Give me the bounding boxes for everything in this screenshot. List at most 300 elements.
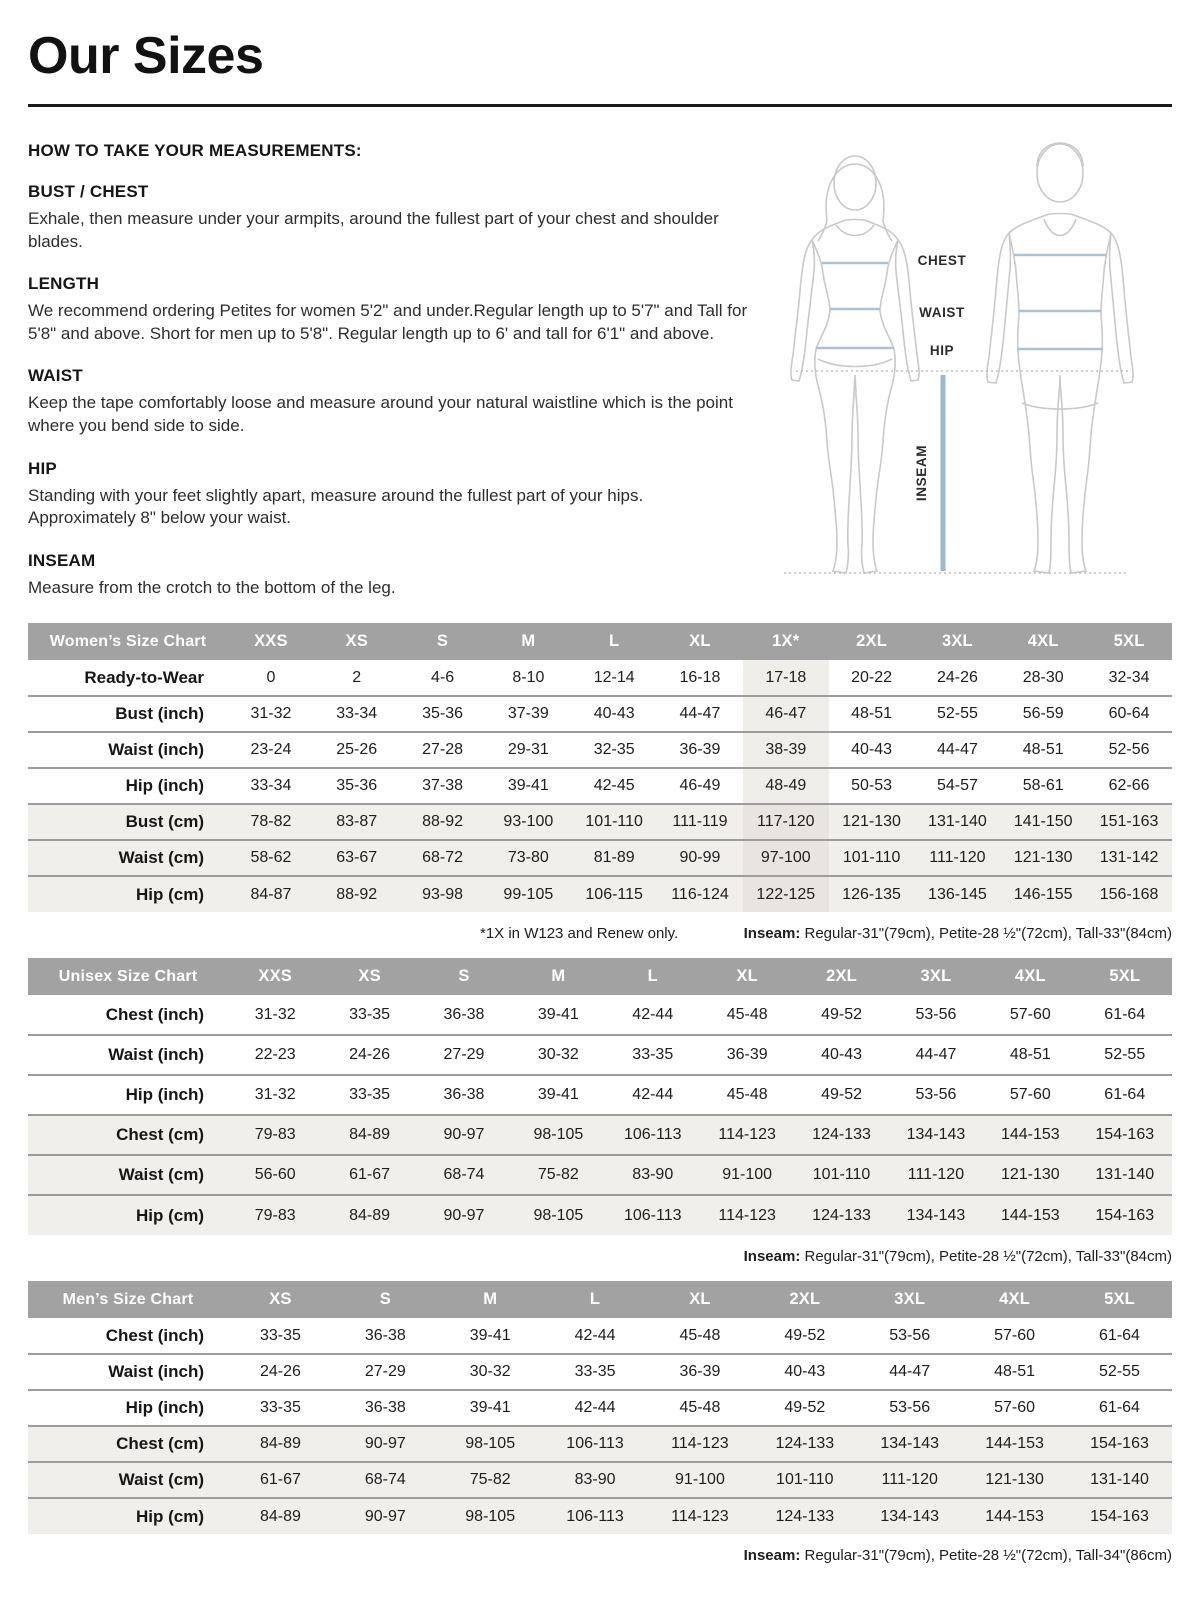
- size-value-cell: 31-32: [228, 696, 314, 732]
- measure-waist: [28, 366, 748, 437]
- size-value-cell: 91-100: [700, 1155, 794, 1195]
- size-value-cell: 90-97: [333, 1498, 438, 1534]
- row-label: Waist (inch): [28, 1035, 228, 1075]
- table-row: [28, 1318, 1172, 1354]
- size-column-header: 4XL: [1000, 623, 1086, 660]
- size-value-cell: 111-120: [857, 1462, 962, 1498]
- size-value-cell: 151-163: [1086, 804, 1172, 840]
- table-row: [28, 1035, 1172, 1075]
- male-figure-outline: [987, 143, 1133, 573]
- size-column-header: 5XL: [1078, 958, 1172, 995]
- size-value-cell: 83-90: [543, 1462, 648, 1498]
- size-column-header: 2XL: [752, 1281, 857, 1318]
- size-value-cell: 48-51: [962, 1354, 1067, 1390]
- size-value-cell: 27-28: [400, 732, 486, 768]
- size-value-cell: 134-143: [889, 1195, 983, 1235]
- size-value-cell: 32-34: [1108, 668, 1150, 686]
- mens-chart-notes: [28, 1547, 1172, 1564]
- table-row: [28, 1354, 1172, 1390]
- size-value-cell: 42-44: [574, 1326, 616, 1344]
- size-column-header: S: [417, 958, 511, 995]
- how-to-heading: HOW TO TAKE YOUR MEASUREMENTS:: [28, 141, 362, 160]
- size-value-cell: 56-60: [228, 1155, 322, 1195]
- size-value-cell: 53-56: [889, 1075, 983, 1115]
- size-value-cell: 42-44: [543, 1390, 648, 1426]
- size-column-header: 3XL: [857, 1281, 962, 1318]
- size-value-cell: 24-26: [936, 668, 978, 686]
- size-value-cell: 154-163: [1067, 1426, 1172, 1462]
- table-row: [28, 1195, 1172, 1235]
- mens-inseam-note: [744, 1547, 1172, 1564]
- size-value-cell: 2: [352, 668, 362, 686]
- size-value-cell: 68-74: [333, 1462, 438, 1498]
- size-value-cell: 35-36: [314, 768, 400, 804]
- size-value-cell: 106-113: [543, 1426, 648, 1462]
- size-value-cell: 52-56: [1086, 732, 1172, 768]
- table-title: Unisex Size Chart: [28, 958, 228, 995]
- size-value-cell: 33-35: [259, 1326, 301, 1344]
- size-value-cell: 52-55: [1078, 1035, 1172, 1075]
- row-label: Hip (cm): [28, 876, 228, 912]
- size-value-cell: 36-38: [443, 1005, 485, 1023]
- title-divider: [28, 104, 1172, 107]
- measure-text: We recommend ordering Petites for women 5'2" and under.Regular length up to 5'7" and Tall for 5'8" and above. Short for men up to 5'8". Regular length up to 6' and tall for 6'1" and above.: [28, 301, 748, 343]
- size-column-header: S: [333, 1281, 438, 1318]
- size-value-cell: 16-18: [679, 668, 721, 686]
- size-value-cell: 90-97: [333, 1426, 438, 1462]
- size-value-cell: 24-26: [228, 1354, 333, 1390]
- measure-text: Exhale, then measure under your armpits, around the fullest part of your chest and shoulder blades.: [28, 209, 719, 251]
- size-value-cell: 106-113: [606, 1195, 700, 1235]
- table-row: [28, 995, 1172, 1035]
- size-value-cell: 62-66: [1086, 768, 1172, 804]
- size-value-cell: 75-82: [511, 1155, 605, 1195]
- size-value-cell: 84-89: [228, 1498, 333, 1534]
- row-label: Hip (inch): [28, 768, 228, 804]
- size-value-cell: 23-24: [228, 732, 314, 768]
- size-value-cell: 40-43: [752, 1354, 857, 1390]
- size-value-cell: 134-143: [857, 1498, 962, 1534]
- chest-label: CHEST: [917, 253, 967, 268]
- size-value-cell: 122-125: [743, 876, 829, 912]
- unisex-size-chart: [28, 958, 1172, 1235]
- row-label: Chest (inch): [105, 1004, 204, 1024]
- size-value-cell: 90-97: [417, 1195, 511, 1235]
- measure-text: Measure from the crotch to the bottom of the leg.: [28, 577, 396, 597]
- size-value-cell: 111-119: [657, 804, 743, 840]
- size-value-cell: 98-105: [438, 1498, 543, 1534]
- row-label: Hip (inch): [28, 1075, 228, 1115]
- size-value-cell: 33-35: [606, 1035, 700, 1075]
- size-value-cell: 131-140: [1078, 1155, 1172, 1195]
- size-column-header: XS: [322, 958, 416, 995]
- measurement-instructions: [28, 111, 748, 599]
- size-value-cell: 98-105: [511, 1115, 605, 1155]
- measure-heading: HIP: [28, 458, 57, 478]
- womens-chart-notes: [28, 925, 1172, 942]
- size-value-cell: 20-22: [851, 668, 893, 686]
- size-value-cell: 121-130: [1000, 840, 1086, 876]
- unisex-inseam-note: [744, 1248, 1172, 1265]
- size-value-cell: 53-56: [915, 1005, 957, 1023]
- size-value-cell: 42-44: [606, 1075, 700, 1115]
- size-value-cell: 114-123: [648, 1498, 753, 1534]
- size-value-cell: 93-100: [485, 804, 571, 840]
- size-value-cell: 49-52: [794, 1075, 888, 1115]
- measure-heading: INSEAM: [28, 550, 96, 570]
- row-label: Waist (cm): [28, 840, 228, 876]
- table-row: [28, 768, 1172, 804]
- size-column-header: XS: [314, 623, 400, 660]
- size-value-cell: 37-38: [400, 768, 486, 804]
- size-value-cell: 22-23: [228, 1035, 322, 1075]
- size-value-cell: 88-92: [314, 876, 400, 912]
- size-value-cell: 79-83: [228, 1195, 322, 1235]
- size-value-cell: 83-90: [606, 1155, 700, 1195]
- size-value-cell: 68-72: [400, 840, 486, 876]
- size-value-cell: 83-87: [314, 804, 400, 840]
- size-value-cell: 141-150: [1000, 804, 1086, 840]
- size-column-header: XXS: [228, 623, 314, 660]
- size-value-cell: 84-89: [322, 1115, 416, 1155]
- size-value-cell: 31-32: [254, 1005, 296, 1023]
- size-value-cell: 136-145: [915, 876, 1001, 912]
- size-column-header: XXS: [228, 958, 322, 995]
- size-value-cell: 154-163: [1067, 1498, 1172, 1534]
- size-value-cell: 52-55: [1067, 1354, 1172, 1390]
- womens-1x-footnote: *1X in W123 and Renew only.: [480, 925, 679, 943]
- size-column-header: M: [485, 623, 571, 660]
- size-column-header: S: [400, 623, 486, 660]
- size-value-cell: 106-113: [606, 1115, 700, 1155]
- size-value-cell: 121-130: [983, 1155, 1077, 1195]
- size-value-cell: 45-48: [726, 1005, 768, 1023]
- inseam-note-values: Regular-31"(79cm), Petite-28 ½"(72cm), Tall-34"(86cm): [800, 1547, 1172, 1565]
- row-label: Hip (inch): [28, 1390, 228, 1426]
- size-value-cell: 33-35: [349, 1005, 391, 1023]
- table-title: Women’s Size Chart: [28, 623, 228, 660]
- size-value-cell: 61-64: [1104, 1005, 1146, 1023]
- size-value-cell: 4-6: [430, 668, 455, 686]
- size-value-cell: 111-120: [915, 840, 1001, 876]
- table-title: Men’s Size Chart: [28, 1281, 228, 1318]
- size-value-cell: 36-39: [648, 1354, 753, 1390]
- size-value-cell: 48-51: [1000, 732, 1086, 768]
- size-value-cell: 101-110: [752, 1462, 857, 1498]
- size-value-cell: 134-143: [857, 1426, 962, 1462]
- size-value-cell: 12-14: [593, 668, 635, 686]
- measure-text: Keep the tape comfortably loose and measure around your natural waistline which is the point where you bend side to side.: [28, 393, 733, 436]
- row-label: Bust (cm): [28, 804, 228, 840]
- size-column-header: M: [511, 958, 605, 995]
- size-column-header: 5XL: [1067, 1281, 1172, 1318]
- size-value-cell: 46-49: [657, 768, 743, 804]
- size-value-cell: 61-64: [1067, 1390, 1172, 1426]
- size-value-cell: 84-89: [322, 1195, 416, 1235]
- size-value-cell: 98-105: [438, 1426, 543, 1462]
- waist-label: WAIST: [919, 305, 965, 320]
- size-column-header: 2XL: [794, 958, 888, 995]
- size-value-cell: 33-34: [314, 696, 400, 732]
- size-value-cell: 134-143: [889, 1115, 983, 1155]
- size-value-cell: 144-153: [962, 1426, 1067, 1462]
- size-value-cell: 131-140: [915, 804, 1001, 840]
- size-value-cell: 48-49: [743, 768, 829, 804]
- size-value-cell: 17-18: [743, 660, 829, 696]
- size-value-cell: 33-34: [228, 768, 314, 804]
- size-value-cell: 101-110: [571, 804, 657, 840]
- size-value-cell: 93-98: [400, 876, 486, 912]
- size-value-cell: 45-48: [679, 1326, 721, 1344]
- size-value-cell: 156-168: [1086, 876, 1172, 912]
- inseam-note-label: Inseam:: [743, 925, 801, 943]
- size-value-cell: 131-140: [1067, 1462, 1172, 1498]
- size-column-header: 5XL: [1086, 623, 1172, 660]
- inseam-note-values: Regular-31"(79cm), Petite-28 ½"(72cm), Tall-33"(84cm): [800, 925, 1172, 943]
- size-value-cell: 38-39: [743, 732, 829, 768]
- size-column-header: XL: [700, 958, 794, 995]
- row-label: Chest (cm): [28, 1115, 228, 1155]
- size-column-header: L: [571, 623, 657, 660]
- size-value-cell: 68-74: [417, 1155, 511, 1195]
- size-value-cell: 98-105: [511, 1195, 605, 1235]
- table-row: [28, 1462, 1172, 1498]
- size-value-cell: 30-32: [438, 1354, 543, 1390]
- measurement-section: [28, 111, 1172, 599]
- size-value-cell: 99-105: [485, 876, 571, 912]
- size-column-header: XL: [657, 623, 743, 660]
- size-value-cell: 90-97: [417, 1115, 511, 1155]
- size-value-cell: 29-31: [485, 732, 571, 768]
- size-value-cell: 36-38: [417, 1075, 511, 1115]
- size-value-cell: 52-55: [915, 696, 1001, 732]
- female-figure-outline: [791, 156, 919, 573]
- size-value-cell: 91-100: [648, 1462, 753, 1498]
- size-value-cell: 57-60: [1009, 1005, 1051, 1023]
- size-column-header: M: [438, 1281, 543, 1318]
- size-value-cell: 27-29: [333, 1354, 438, 1390]
- size-value-cell: 60-64: [1086, 696, 1172, 732]
- size-value-cell: 61-64: [1078, 1075, 1172, 1115]
- table-row: [28, 1498, 1172, 1534]
- size-value-cell: 48-51: [829, 696, 915, 732]
- size-value-cell: 45-48: [648, 1390, 753, 1426]
- size-value-cell: 53-56: [857, 1390, 962, 1426]
- body-measurement-diagram: [748, 121, 1172, 593]
- size-value-cell: 124-133: [752, 1426, 857, 1462]
- inseam-note-label: Inseam:: [743, 1547, 801, 1565]
- mens-size-chart: [28, 1281, 1172, 1534]
- size-column-header: XL: [648, 1281, 753, 1318]
- page-title: Our Sizes: [28, 27, 264, 85]
- row-label: Chest (inch): [105, 1325, 204, 1345]
- size-value-cell: 42-44: [632, 1005, 674, 1023]
- size-value-cell: 131-142: [1086, 840, 1172, 876]
- size-value-cell: 33-35: [228, 1390, 333, 1426]
- size-value-cell: 111-120: [889, 1155, 983, 1195]
- size-value-cell: 39-41: [438, 1390, 543, 1426]
- size-column-header: 3XL: [915, 623, 1001, 660]
- size-value-cell: 28-30: [1022, 668, 1064, 686]
- size-value-cell: 49-52: [784, 1326, 826, 1344]
- size-column-header: L: [543, 1281, 648, 1318]
- hip-label: HIP: [929, 343, 955, 358]
- womens-inseam-note: [744, 925, 1172, 942]
- size-column-header: 4XL: [983, 958, 1077, 995]
- size-value-cell: 40-43: [829, 732, 915, 768]
- size-value-cell: 33-35: [543, 1354, 648, 1390]
- measure-length: [28, 274, 748, 345]
- measure-hip: [28, 459, 748, 530]
- size-value-cell: 124-133: [752, 1498, 857, 1534]
- measure-text: Standing with your feet slightly apart, measure around the fullest part of your hips. Approximately 8" below your waist.: [28, 485, 644, 528]
- table-row: [28, 732, 1172, 768]
- table-row: [28, 804, 1172, 840]
- size-value-cell: 39-41: [537, 1005, 579, 1023]
- size-value-cell: 97-100: [743, 840, 829, 876]
- measure-heading: LENGTH: [28, 274, 100, 294]
- size-value-cell: 63-67: [314, 840, 400, 876]
- measure-inseam: [28, 551, 748, 600]
- inseam-note-values: Regular-31"(79cm), Petite-28 ½"(72cm), Tall-33"(84cm): [800, 1248, 1172, 1266]
- size-value-cell: 30-32: [511, 1035, 605, 1075]
- size-value-cell: 114-123: [700, 1195, 794, 1235]
- size-value-cell: 121-130: [962, 1462, 1067, 1498]
- size-value-cell: 106-115: [571, 876, 657, 912]
- size-value-cell: 0: [266, 668, 276, 686]
- size-column-header: 2XL: [829, 623, 915, 660]
- size-value-cell: 39-41: [511, 1075, 605, 1115]
- size-value-cell: 73-80: [485, 840, 571, 876]
- row-label: Chest (cm): [28, 1426, 228, 1462]
- size-value-cell: 101-110: [829, 840, 915, 876]
- size-value-cell: 58-61: [1000, 768, 1086, 804]
- size-value-cell: 114-123: [700, 1115, 794, 1155]
- size-column-header: 1X*: [743, 623, 829, 660]
- size-value-cell: 58-62: [228, 840, 314, 876]
- size-value-cell: 42-45: [571, 768, 657, 804]
- size-column-header: 4XL: [962, 1281, 1067, 1318]
- size-value-cell: 57-60: [962, 1390, 1067, 1426]
- row-label: Ready-to-Wear: [84, 667, 204, 687]
- size-value-cell: 90-99: [657, 840, 743, 876]
- size-value-cell: 39-41: [485, 768, 571, 804]
- size-value-cell: 144-153: [983, 1195, 1077, 1235]
- inseam-note-label: Inseam:: [743, 1248, 801, 1266]
- size-value-cell: 40-43: [571, 696, 657, 732]
- size-value-cell: 8-10: [512, 668, 545, 686]
- size-value-cell: 57-60: [994, 1326, 1036, 1344]
- size-value-cell: 121-130: [829, 804, 915, 840]
- size-value-cell: 44-47: [889, 1035, 983, 1075]
- row-label: Waist (cm): [28, 1155, 228, 1195]
- size-value-cell: 61-67: [228, 1462, 333, 1498]
- size-value-cell: 44-47: [857, 1354, 962, 1390]
- size-column-header: L: [606, 958, 700, 995]
- size-value-cell: 146-155: [1000, 876, 1086, 912]
- size-value-cell: 36-38: [333, 1390, 438, 1426]
- womens-size-chart: [28, 623, 1172, 912]
- measure-bust-chest: [28, 182, 748, 253]
- size-value-cell: 25-26: [314, 732, 400, 768]
- table-row: [28, 1075, 1172, 1115]
- size-value-cell: 24-26: [322, 1035, 416, 1075]
- size-value-cell: 35-36: [400, 696, 486, 732]
- row-label: Bust (inch): [28, 696, 228, 732]
- unisex-chart-notes: [28, 1248, 1172, 1265]
- row-label: Waist (cm): [28, 1462, 228, 1498]
- size-value-cell: 116-124: [657, 876, 743, 912]
- size-value-cell: 57-60: [983, 1075, 1077, 1115]
- size-value-cell: 124-133: [794, 1115, 888, 1155]
- size-value-cell: 36-39: [657, 732, 743, 768]
- size-value-cell: 114-123: [648, 1426, 753, 1462]
- table-row: [28, 876, 1172, 912]
- size-value-cell: 117-120: [743, 804, 829, 840]
- measure-heading: WAIST: [28, 366, 83, 386]
- size-value-cell: 88-92: [400, 804, 486, 840]
- size-value-cell: 44-47: [915, 732, 1001, 768]
- size-value-cell: 84-89: [228, 1426, 333, 1462]
- size-value-cell: 75-82: [438, 1462, 543, 1498]
- size-value-cell: 61-64: [1099, 1326, 1140, 1344]
- size-value-cell: 45-48: [700, 1075, 794, 1115]
- size-value-cell: 39-41: [469, 1326, 511, 1344]
- table-row: [28, 840, 1172, 876]
- size-value-cell: 37-39: [485, 696, 571, 732]
- size-value-cell: 154-163: [1078, 1195, 1172, 1235]
- size-column-header: 3XL: [889, 958, 983, 995]
- measure-heading: BUST / CHEST: [28, 182, 149, 201]
- table-row: [28, 1426, 1172, 1462]
- row-label: Hip (cm): [28, 1195, 228, 1235]
- size-value-cell: 106-113: [543, 1498, 648, 1534]
- size-value-cell: 49-52: [821, 1005, 862, 1023]
- size-value-cell: 46-47: [743, 696, 829, 732]
- row-label: Waist (inch): [28, 1354, 228, 1390]
- size-value-cell: 54-57: [915, 768, 1001, 804]
- size-value-cell: 101-110: [794, 1155, 888, 1195]
- size-value-cell: 49-52: [752, 1390, 857, 1426]
- size-value-cell: 50-53: [829, 768, 915, 804]
- size-value-cell: 40-43: [794, 1035, 888, 1075]
- size-value-cell: 33-35: [322, 1075, 416, 1115]
- size-value-cell: 78-82: [228, 804, 314, 840]
- size-value-cell: 144-153: [983, 1115, 1077, 1155]
- row-label: Waist (inch): [28, 732, 228, 768]
- size-value-cell: 31-32: [228, 1075, 322, 1115]
- size-value-cell: 32-35: [571, 732, 657, 768]
- size-value-cell: 81-89: [571, 840, 657, 876]
- size-value-cell: 48-51: [983, 1035, 1077, 1075]
- table-row: [28, 1155, 1172, 1195]
- table-row: [28, 660, 1172, 696]
- table-row: [28, 1115, 1172, 1155]
- row-label: Hip (cm): [28, 1498, 228, 1534]
- table-row: [28, 1390, 1172, 1426]
- inseam-label: INSEAM: [914, 444, 929, 502]
- size-value-cell: 53-56: [889, 1326, 931, 1344]
- size-column-header: XS: [228, 1281, 333, 1318]
- size-value-cell: 126-135: [829, 876, 915, 912]
- size-value-cell: 61-67: [322, 1155, 416, 1195]
- size-value-cell: 144-153: [962, 1498, 1067, 1534]
- size-value-cell: 44-47: [657, 696, 743, 732]
- size-value-cell: 27-29: [417, 1035, 511, 1075]
- table-row: [28, 696, 1172, 732]
- size-value-cell: 84-87: [228, 876, 314, 912]
- size-value-cell: 79-83: [228, 1115, 322, 1155]
